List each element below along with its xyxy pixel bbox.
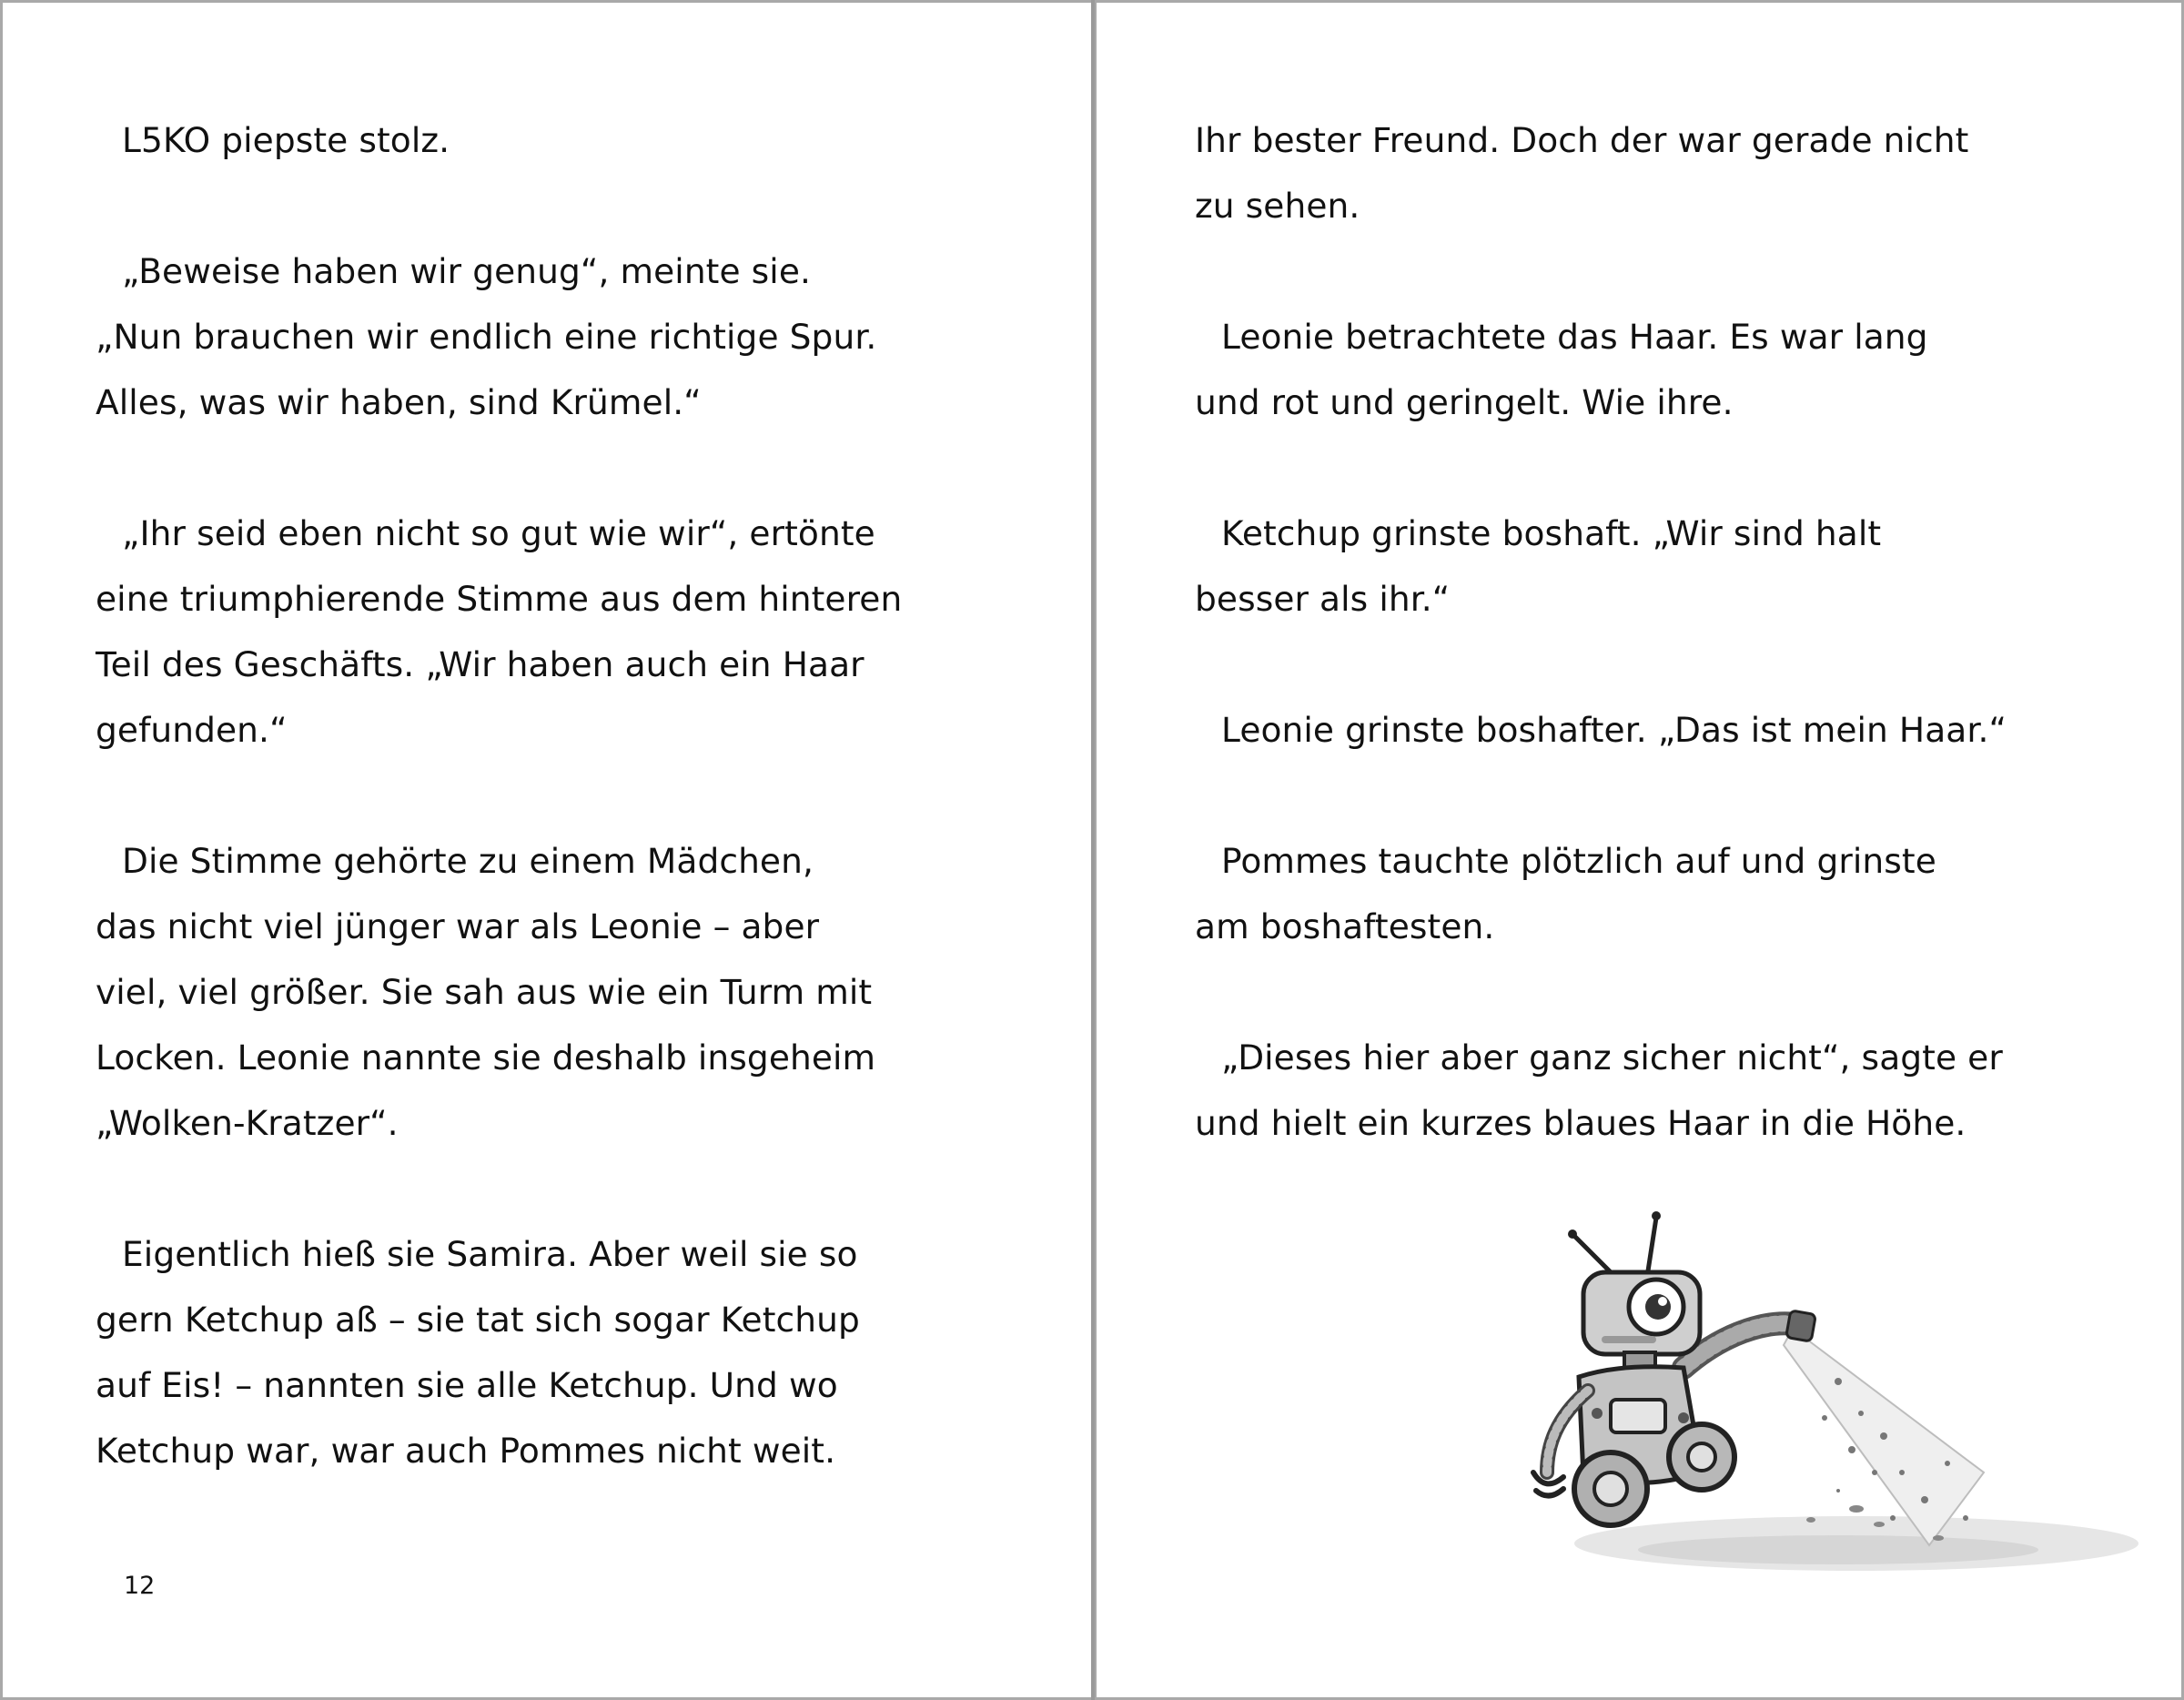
text-line: „Ihr seid eben nicht so gut wie wir“, ertönte xyxy=(122,513,875,553)
robot-vacuum-illustration xyxy=(1511,1199,2148,1591)
text-line: eine triumphierende Stimme aus dem hinteren xyxy=(96,579,903,619)
page-number: 12 xyxy=(124,1572,156,1600)
text-line: „Beweise haben wir genug“, meinte sie. xyxy=(122,251,812,291)
text-line: viel, viel größer. Sie sah aus wie ein Turm mit xyxy=(96,972,873,1012)
text-line: gern Ketchup aß – sie tat sich sogar Ketchup xyxy=(96,1300,860,1340)
text-line: Die Stimme gehörte zu einem Mädchen, xyxy=(122,841,814,881)
text-line: und rot und geringelt. Wie ihre. xyxy=(1195,382,1734,422)
text-line: Eigentlich hieß sie Samira. Aber weil sie so xyxy=(122,1234,858,1274)
text-line: Ihr bester Freund. Doch der war gerade nicht xyxy=(1195,120,1969,160)
text-line: Pommes tauchte plötzlich auf und grinste xyxy=(1221,841,1936,881)
text-line: besser als ihr.“ xyxy=(1195,579,1451,619)
text-line: Locken. Leonie nannte sie deshalb insgeheim xyxy=(96,1037,876,1078)
text-line: am boshaftesten. xyxy=(1195,906,1495,946)
text-line: Alles, was wir haben, sind Krümel.“ xyxy=(96,382,702,422)
text-line: Leonie betrachtete das Haar. Es war lang xyxy=(1221,317,1928,357)
text-line: „Dieses hier aber ganz sicher nicht“, sagte er xyxy=(1221,1037,2003,1078)
text-line: zu sehen. xyxy=(1195,186,1360,226)
text-line: Ketchup war, war auch Pommes nicht weit. xyxy=(96,1431,836,1471)
page-divider xyxy=(1091,0,1095,1700)
text-line: „Wolken-Kratzer“. xyxy=(96,1103,399,1143)
text-line: und hielt ein kurzes blaues Haar in die Höhe. xyxy=(1195,1103,1967,1143)
text-line: Teil des Geschäfts. „Wir haben auch ein Haar xyxy=(96,644,864,684)
text-line: Leonie grinste boshafter. „Das ist mein Haar.“ xyxy=(1221,710,2007,750)
text-line: auf Eis! – nannten sie alle Ketchup. Und wo xyxy=(96,1365,838,1405)
text-line: „Nun brauchen wir endlich eine richtige Spur. xyxy=(96,317,877,357)
text-line: gefunden.“ xyxy=(96,710,288,750)
right-page-text xyxy=(1195,107,2123,1156)
left-page-text xyxy=(96,107,1042,1483)
text-line: Ketchup grinste boshaft. „Wir sind halt xyxy=(1221,513,1882,553)
text-line: L5KO piepste stolz. xyxy=(122,120,450,160)
text-line: das nicht viel jünger war als Leonie – aber xyxy=(96,906,820,946)
